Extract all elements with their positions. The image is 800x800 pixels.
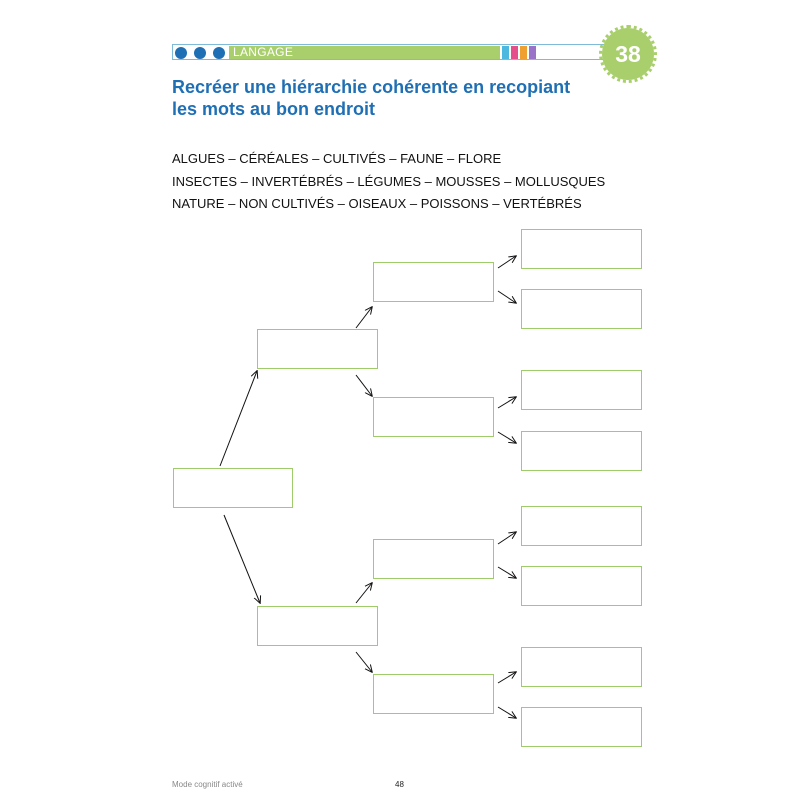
- arrow-l2a-to-l3a: [498, 256, 516, 268]
- arrow-l1b-to-l2c: [356, 583, 372, 603]
- answer-box-level3-4[interactable]: [521, 431, 642, 471]
- answer-box-level2-1[interactable]: [373, 262, 494, 302]
- answer-box-level2-3[interactable]: [373, 539, 494, 579]
- answer-box-level1-bottom[interactable]: [257, 606, 378, 646]
- answer-box-root[interactable]: [173, 468, 293, 508]
- answer-box-level1-top[interactable]: [257, 329, 378, 369]
- word-bank-line-2: INSECTES – INVERTÉBRÉS – LÉGUMES – MOUSSES – MOLLUSQUES: [172, 174, 606, 189]
- word-bank-line-1: ALGUES – CÉRÉALES – CULTIVÉS – FAUNE – FLORE: [172, 151, 502, 166]
- answer-box-level3-6[interactable]: [521, 566, 642, 606]
- exercise-number-badge: 38: [602, 28, 654, 80]
- answer-box-level3-7[interactable]: [521, 647, 642, 687]
- arrow-l2c-to-l3f: [498, 567, 516, 578]
- answer-box-level3-8[interactable]: [521, 707, 642, 747]
- answer-box-level2-4[interactable]: [373, 674, 494, 714]
- answer-box-level3-1[interactable]: [521, 229, 642, 269]
- arrow-l1a-to-l2a: [356, 307, 372, 328]
- arrow-l2d-to-l3h: [498, 707, 516, 718]
- arrow-l1a-to-l2b: [356, 375, 372, 396]
- arrow-root-to-l1-top: [220, 371, 257, 466]
- arrow-l1b-to-l2d: [356, 652, 372, 672]
- arrow-l2a-to-l3b: [498, 291, 516, 303]
- footer-page-number: 48: [395, 780, 404, 789]
- word-bank-line-3: NATURE – NON CULTIVÉS – OISEAUX – POISSONS – VERTÉBRÉS: [172, 196, 582, 211]
- title-line-1: Recréer une hiérarchie cohérente en recopiant: [172, 77, 571, 97]
- arrow-l2c-to-l3e: [498, 532, 516, 544]
- arrow-l2d-to-l3g: [498, 672, 516, 683]
- answer-box-level2-2[interactable]: [373, 397, 494, 437]
- arrow-l2b-to-l3d: [498, 432, 516, 443]
- answer-box-level3-5[interactable]: [521, 506, 642, 546]
- arrow-l2b-to-l3c: [498, 397, 516, 408]
- arrow-root-to-l1-bottom: [224, 515, 260, 603]
- answer-box-level3-2[interactable]: [521, 289, 642, 329]
- footer-book-title: Mode cognitif activé: [172, 780, 243, 789]
- title-line-2: les mots au bon endroit: [172, 99, 376, 119]
- answer-box-level3-3[interactable]: [521, 370, 642, 410]
- section-label: LANGAGE: [229, 46, 500, 59]
